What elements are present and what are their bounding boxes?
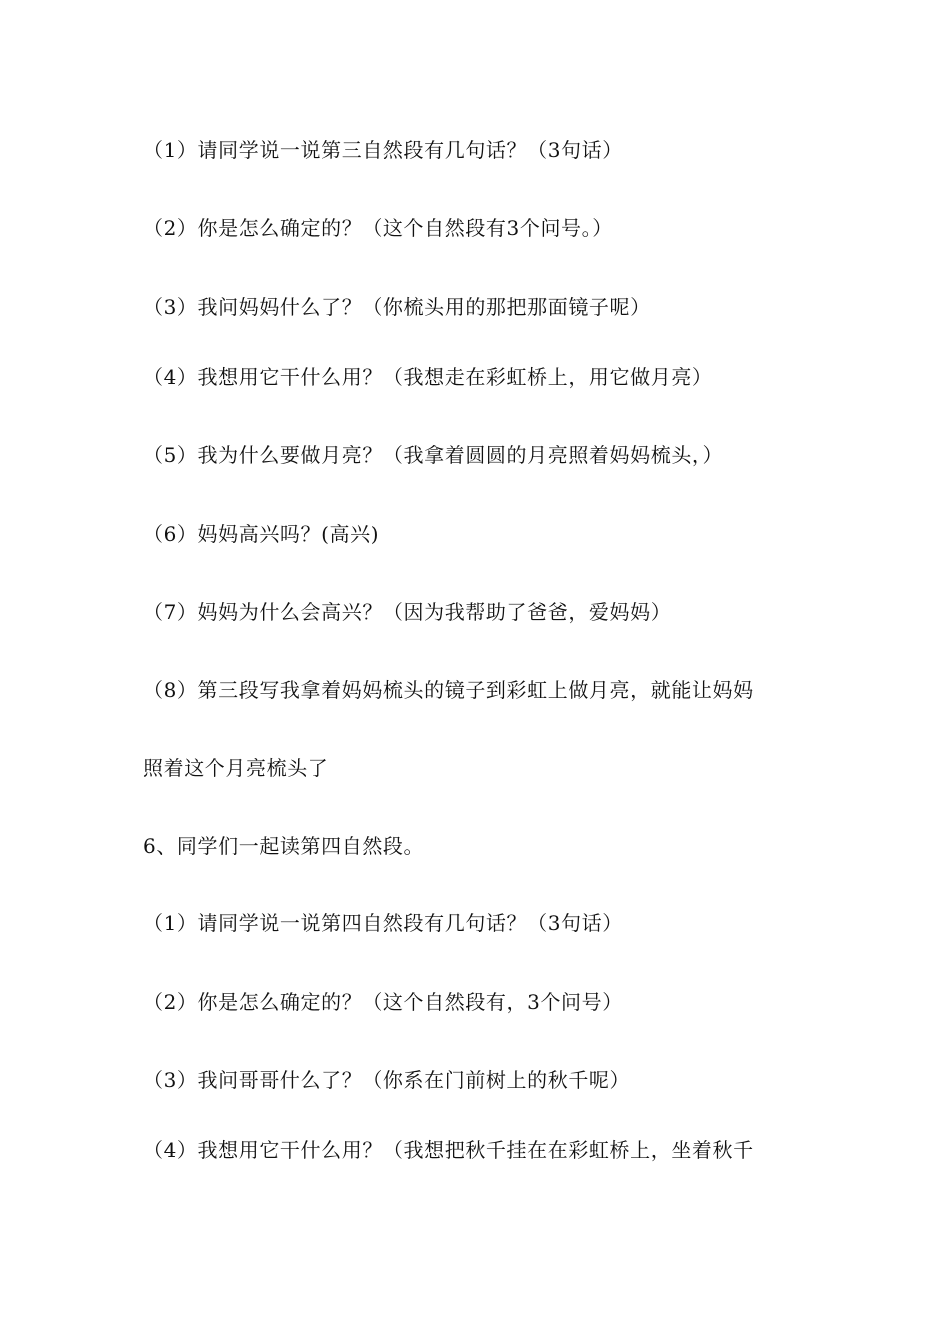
text-line-q7: （7）妈妈为什么会高兴？（因为我帮助了爸爸，爱妈妈） xyxy=(143,600,672,624)
text-line-q8-continued: 照着这个月亮梳头了 xyxy=(143,756,329,780)
text-line-q8: （8）第三段写我拿着妈妈梳头的镜子到彩虹上做月亮，就能让妈妈 xyxy=(143,678,754,702)
text-line-q4: （4）我想用它干什么用？（我想走在彩虹桥上，用它做月亮） xyxy=(143,365,713,389)
text-line-q2: （2）你是怎么确定的？（这个自然段有3个问号。） xyxy=(143,216,613,240)
section-heading-6: 6、同学们一起读第四自然段。 xyxy=(143,834,425,858)
text-line-p4-q4: （4）我想用它干什么用？（我想把秋千挂在在彩虹桥上，坐着秋千 xyxy=(143,1138,754,1162)
text-line-q5: （5）我为什么要做月亮？（我拿着圆圆的月亮照着妈妈梳头，） xyxy=(143,443,724,467)
text-line-q6: （6）妈妈高兴吗？(高兴) xyxy=(143,522,380,546)
text-line-p4-q2: （2）你是怎么确定的？（这个自然段有，3个问号） xyxy=(143,990,623,1014)
text-line-p4-q1: （1）请同学说一说第四自然段有几句话？（3句话） xyxy=(143,911,623,935)
text-line-q3: （3）我问妈妈什么了？（你梳头用的那把那面镜子呢） xyxy=(143,295,651,319)
text-line-q1: （1）请同学说一说第三自然段有几句话？（3句话） xyxy=(143,138,623,162)
text-line-p4-q3: （3）我问哥哥什么了？（你系在门前树上的秋千呢） xyxy=(143,1068,631,1092)
